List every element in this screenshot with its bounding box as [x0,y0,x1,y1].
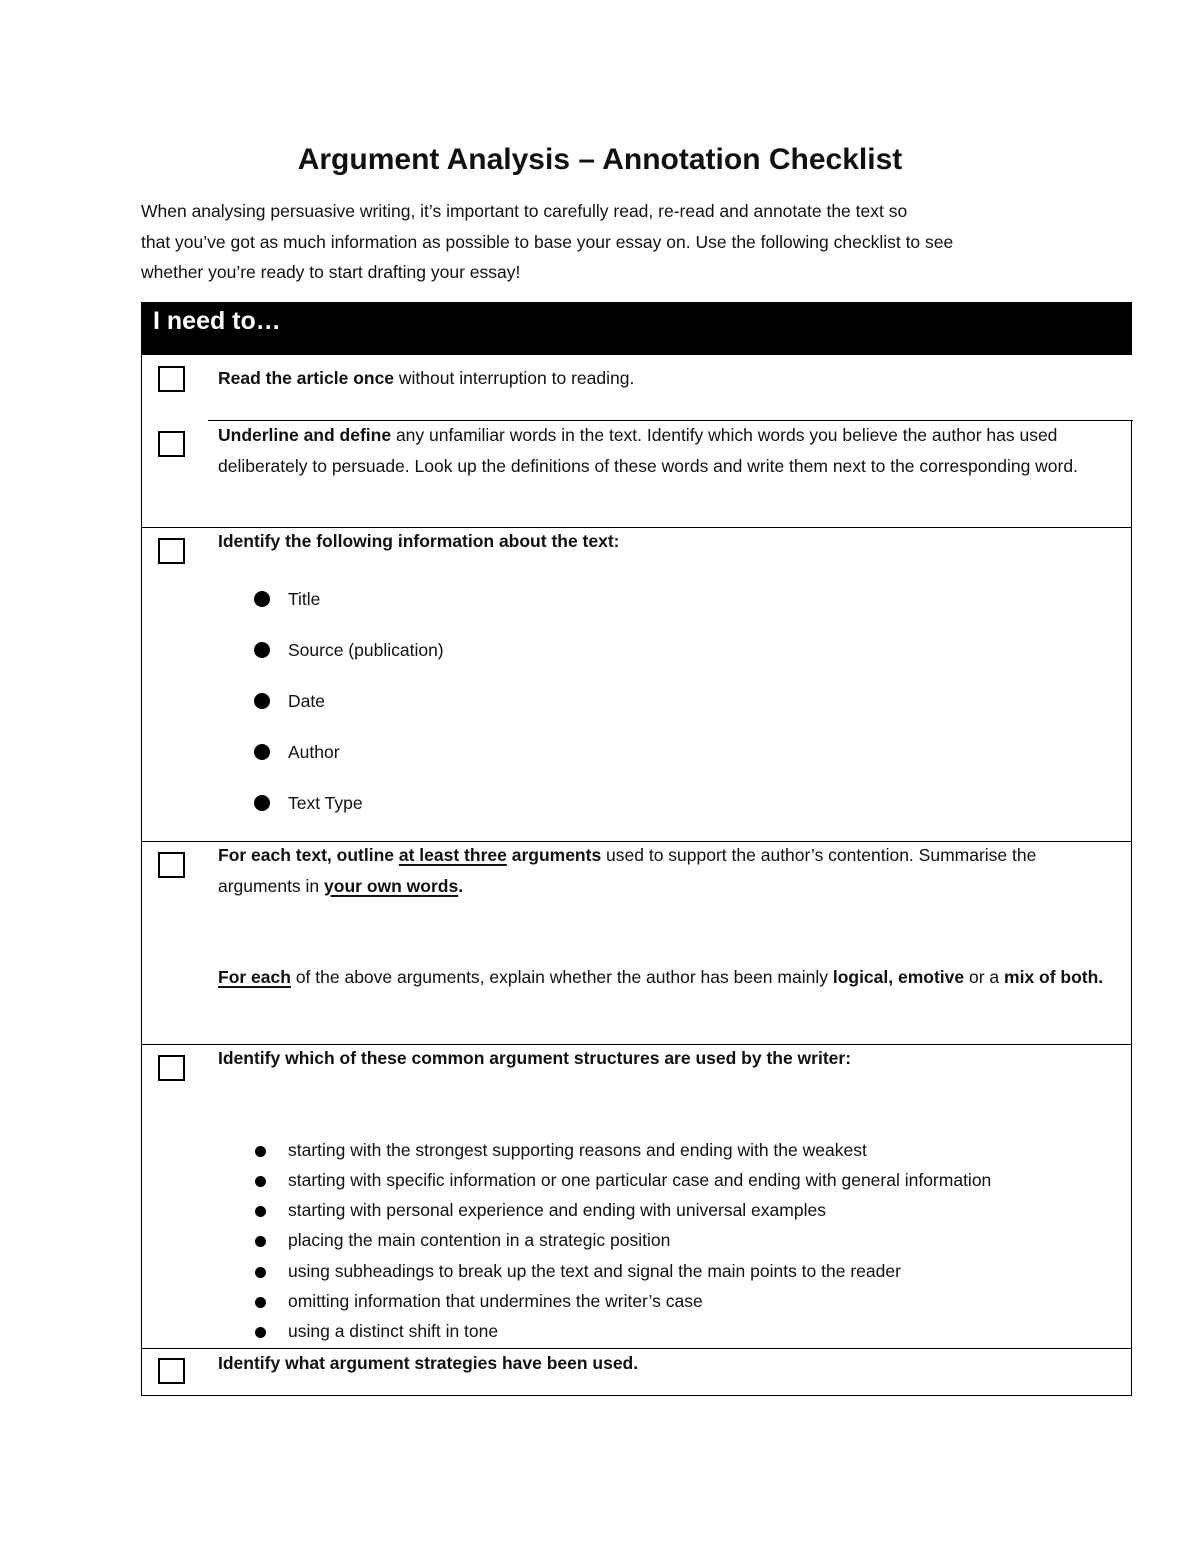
row-text [218,1043,1111,1347]
row-bold-text: arguments [506,845,602,865]
list-item: Author [218,737,1111,788]
row-text [218,526,1111,839]
row-text-rest: any unfamiliar words in the text. Identify which words you believe the author has used deliberately to persuade. Look up the definitions of these words and write them next to the corresponding word. [218,425,1078,476]
checklist-row [141,528,1132,842]
checklist-table [141,302,1132,1396]
list-item: placing the main contention in a strategic position [218,1225,1111,1255]
row-heading: Identify which of these common argument structures are used by the writer: [218,1048,852,1068]
intro-line: whether you’re ready to start drafting your essay! [141,262,521,282]
checkbox[interactable] [158,366,185,392]
intro-line: When analysing persuasive writing, it’s important to carefully read, re-read and annotate the text so [141,201,908,221]
intro-paragraph [141,196,1101,288]
intro-line: that you’ve got as much information as possible to base your essay on. Use the following checklist to see [141,231,954,252]
checkbox[interactable] [158,1055,185,1081]
row-text [218,363,1112,394]
row-bold-text: mix of both. [1004,967,1104,987]
row-bold-text: . [458,875,464,896]
bullet-icon [254,642,270,658]
list-item: Text Type [218,788,1111,839]
checkbox[interactable] [158,538,185,564]
row-text [218,420,1111,481]
bullet-icon [254,744,270,760]
checklist-row [141,1045,1132,1349]
bullet-icon [255,1206,266,1217]
structures-list [218,1135,1111,1347]
checkbox[interactable] [158,1358,185,1384]
checkbox[interactable] [158,431,185,457]
list-item: starting with personal experience and ending with universal examples [218,1195,1111,1225]
row-text-rest: of the above arguments, explain whether the author has been mainly [290,967,833,987]
bullet-icon [255,1327,266,1338]
table-header: I need to… [141,302,1132,355]
underlined-text: at least three [398,845,507,865]
row-bold-text: Underline and define [218,425,392,445]
bullet-icon [254,591,270,607]
bullet-icon [255,1267,266,1278]
row-text-rest: or a [964,967,1005,987]
row-bold-text: logical, emotive [832,967,965,987]
checklist-row [141,421,1132,528]
list-item: using subheadings to break up the text and signal the main points to the reader [218,1256,1111,1286]
row-bold-text: Read the article once [218,368,395,388]
bullet-icon [255,1146,266,1157]
list-item: omitting information that undermines the writer’s case [218,1286,1111,1316]
bullet-icon [255,1176,266,1187]
row-text [218,840,1111,993]
bullet-icon [255,1236,266,1247]
row-text-rest: without interruption to reading. [394,368,635,388]
checklist-row [141,355,1132,421]
row-text [218,1348,1111,1379]
row-text-rest: used to support the author’s contention. Summarise the arguments in [218,845,1037,896]
bullet-icon [254,693,270,709]
row-bold-text: Identify what argument strategies have been used. [218,1353,639,1373]
bullet-icon [254,795,270,811]
list-item: using a distinct shift in tone [218,1316,1111,1346]
bullet-icon [255,1297,266,1308]
checkbox[interactable] [158,852,185,878]
checklist-row [141,842,1132,1045]
list-item: starting with specific information or one particular case and ending with general information [218,1165,1111,1195]
row-bold-text: For each text, outline [218,845,399,865]
list-item: starting with the strongest supporting reasons and ending with the weakest [218,1135,1111,1165]
info-list [218,584,1111,839]
page-title: Argument Analysis – Annotation Checklist [297,143,903,176]
list-item: Title [218,584,1111,635]
underlined-text: your own words [324,875,459,896]
list-item: Source (publication) [218,635,1111,686]
underlined-text: For each [218,967,291,987]
row-heading: Identify the following information about the text: [218,531,620,551]
list-item: Date [218,686,1111,737]
checklist-row [141,1349,1132,1396]
